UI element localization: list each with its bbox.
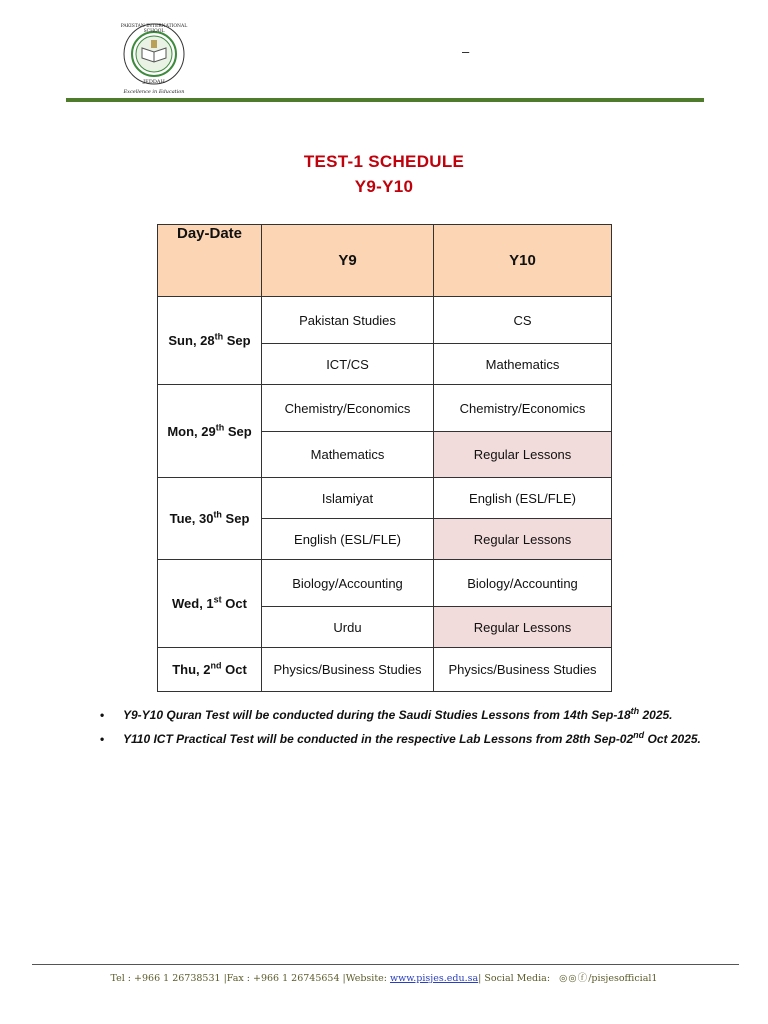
- notes-list: [100, 708, 720, 756]
- y10-cell: Physics/Business Studies: [434, 648, 612, 692]
- header-rule: [66, 98, 704, 102]
- y10-cell: Chemistry/Economics: [434, 385, 612, 432]
- logo-motto: Excellence in Education: [123, 89, 185, 95]
- schedule-table: [157, 224, 612, 692]
- note-text: Y9-Y10 Quran Test will be conducted during the Saudi Studies Lessons from 14th Sep-18: [123, 708, 631, 722]
- logo-ring-text: PAKISTAN INTERNATIONAL SCHOOL: [120, 24, 188, 34]
- y9-cell: ICT/CS: [262, 344, 434, 385]
- footer-contact: Tel : +966 1 26738531 |Fax : +966 1 26745654 |Website:: [110, 973, 391, 984]
- y10-cell-regular: Regular Lessons: [434, 432, 612, 478]
- y10-cell-regular: Regular Lessons: [434, 519, 612, 560]
- y9-cell: Islamiyat: [262, 478, 434, 519]
- list-item: [100, 708, 720, 722]
- header-dash: –: [462, 44, 470, 59]
- table-row: [158, 385, 612, 432]
- y9-cell: Pakistan Studies: [262, 297, 434, 344]
- footer-rule: [32, 964, 739, 965]
- note-text-end: Oct 2025.: [644, 732, 701, 746]
- note-sup: th: [630, 706, 640, 716]
- y9-cell: English (ESL/FLE): [262, 519, 434, 560]
- y9-cell: Biology/Accounting: [262, 560, 434, 607]
- logo-city: JEDDAH: [143, 79, 165, 85]
- y9-cell: Chemistry/Economics: [262, 385, 434, 432]
- list-item: [100, 732, 720, 746]
- y10-cell: English (ESL/FLE): [434, 478, 612, 519]
- y10-cell: Mathematics: [434, 344, 612, 385]
- header-y10: Y10: [434, 225, 612, 297]
- table-row: [158, 297, 612, 344]
- day-date-cell: Mon, 29th Sep: [158, 385, 262, 478]
- day-date-cell: Wed, 1st Oct: [158, 560, 262, 648]
- note-sup: nd: [633, 730, 645, 740]
- page-subtitle: Y9-Y10: [354, 177, 414, 196]
- footer-social-label: | Social Media:: [478, 973, 554, 984]
- table-row: [158, 560, 612, 607]
- note-text: Y110 ICT Practical Test will be conducted in the respective Lab Lessons from 28th Sep-02: [123, 732, 634, 746]
- page-title: TEST-1 SCHEDULE: [303, 152, 465, 171]
- footer: [0, 970, 768, 984]
- bullet-icon: •: [100, 732, 105, 746]
- table-row: [158, 478, 612, 519]
- day-date-cell: Tue, 30th Sep: [158, 478, 262, 560]
- header-day-date: Day-Date: [158, 225, 262, 297]
- day-date-cell: Sun, 28th Sep: [158, 297, 262, 385]
- note-text-end: 2025.: [639, 708, 673, 722]
- y9-cell: Physics/Business Studies: [262, 648, 434, 692]
- y9-cell: Mathematics: [262, 432, 434, 478]
- y10-cell-regular: Regular Lessons: [434, 607, 612, 648]
- social-handle: /pisjesofficial1: [588, 973, 658, 984]
- table-row: [158, 648, 612, 692]
- y10-cell: CS: [434, 297, 612, 344]
- day-date-cell: Thu, 2nd Oct: [158, 648, 262, 692]
- y10-cell: Biology/Accounting: [434, 560, 612, 607]
- y9-cell: Urdu: [262, 607, 434, 648]
- social-media-icons[interactable]: ◎◎ⓕ: [559, 973, 589, 984]
- header-y9: Y9: [262, 225, 434, 297]
- website-link[interactable]: www.pisjes.edu.sa: [390, 973, 479, 984]
- bullet-icon: •: [100, 708, 105, 722]
